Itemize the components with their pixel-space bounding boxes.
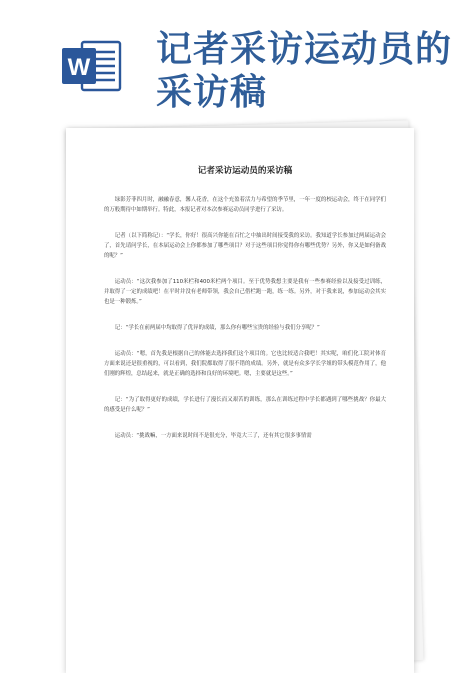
paragraph-question-1: 记者（以下简称记）：“学长，你好！很高兴你能在百忙之中抽出时间接受我的采访。我知道学长参加过两届运动会了，首先请问学长，在本届运动会上你都参加了哪些项目？对于这些项目你觉得你有哪些优势？另外，你又是如何备战的呢？” bbox=[104, 233, 386, 259]
banner-title: 记者采访运动员的 采访稿 bbox=[156, 29, 453, 113]
document-title: 记者采访运动员的采访稿 bbox=[197, 166, 293, 176]
document-page bbox=[66, 128, 414, 673]
paragraph-question-2: 记：“学长在前两届中均取得了优异的成绩，那么你有哪些宝贵的经验与我们分享呢？” bbox=[114, 325, 320, 331]
paragraph-answer-3: 运动员：“挑战嘛，一方面来说时间不是很充分，毕竟大三了，还有其它很多事情需 bbox=[114, 433, 312, 439]
paragraph-answer-1: 运动员：“这次我参加了110米栏和400米栏两个项目。至于优势我想主要是我有一些参赛经验以及接受过训练，并取得了一定的成绩吧！在平时并没有老师带领，我会自己借栏跑一跑，练一练。另外，对于我来说，参加运动会其实也是一种锻炼。” bbox=[104, 279, 386, 305]
word-logo-icon bbox=[62, 38, 122, 94]
paragraph-intro: 绿影芳菲四月时，融融春意，馨人花香，在这个充盈着活力与希望的季节里，一年一度的校运动会，终于在同学们的万般期待中如期举行。特此，本报记者对本次参赛运动员同学进行了采访。 bbox=[104, 197, 386, 213]
paragraph-question-3: 记：“为了取得更好的成绩，学长进行了漫长而又艰苦的训练，那么在训练过程中学长都遇到了哪些挑战？你最大的感受是什么呢？” bbox=[104, 397, 386, 413]
paragraph-answer-2: 运动员：“嗯，首先我是根据自己的体能去选择我们这个项目的。它也比较适合我吧！其实呢，咱们化工院对体育方面来说还是很重视的，可以看到，我们院都取得了很不错的成绩。另外，就是有众多学长学姐的带头模范作用了，他们刚的辉煌，总结起来，就是正确的选择和良好的环境吧。嗯，主要就是这些。” bbox=[104, 351, 386, 377]
word-logo-letter: W bbox=[67, 54, 91, 81]
banner bbox=[0, 0, 474, 120]
